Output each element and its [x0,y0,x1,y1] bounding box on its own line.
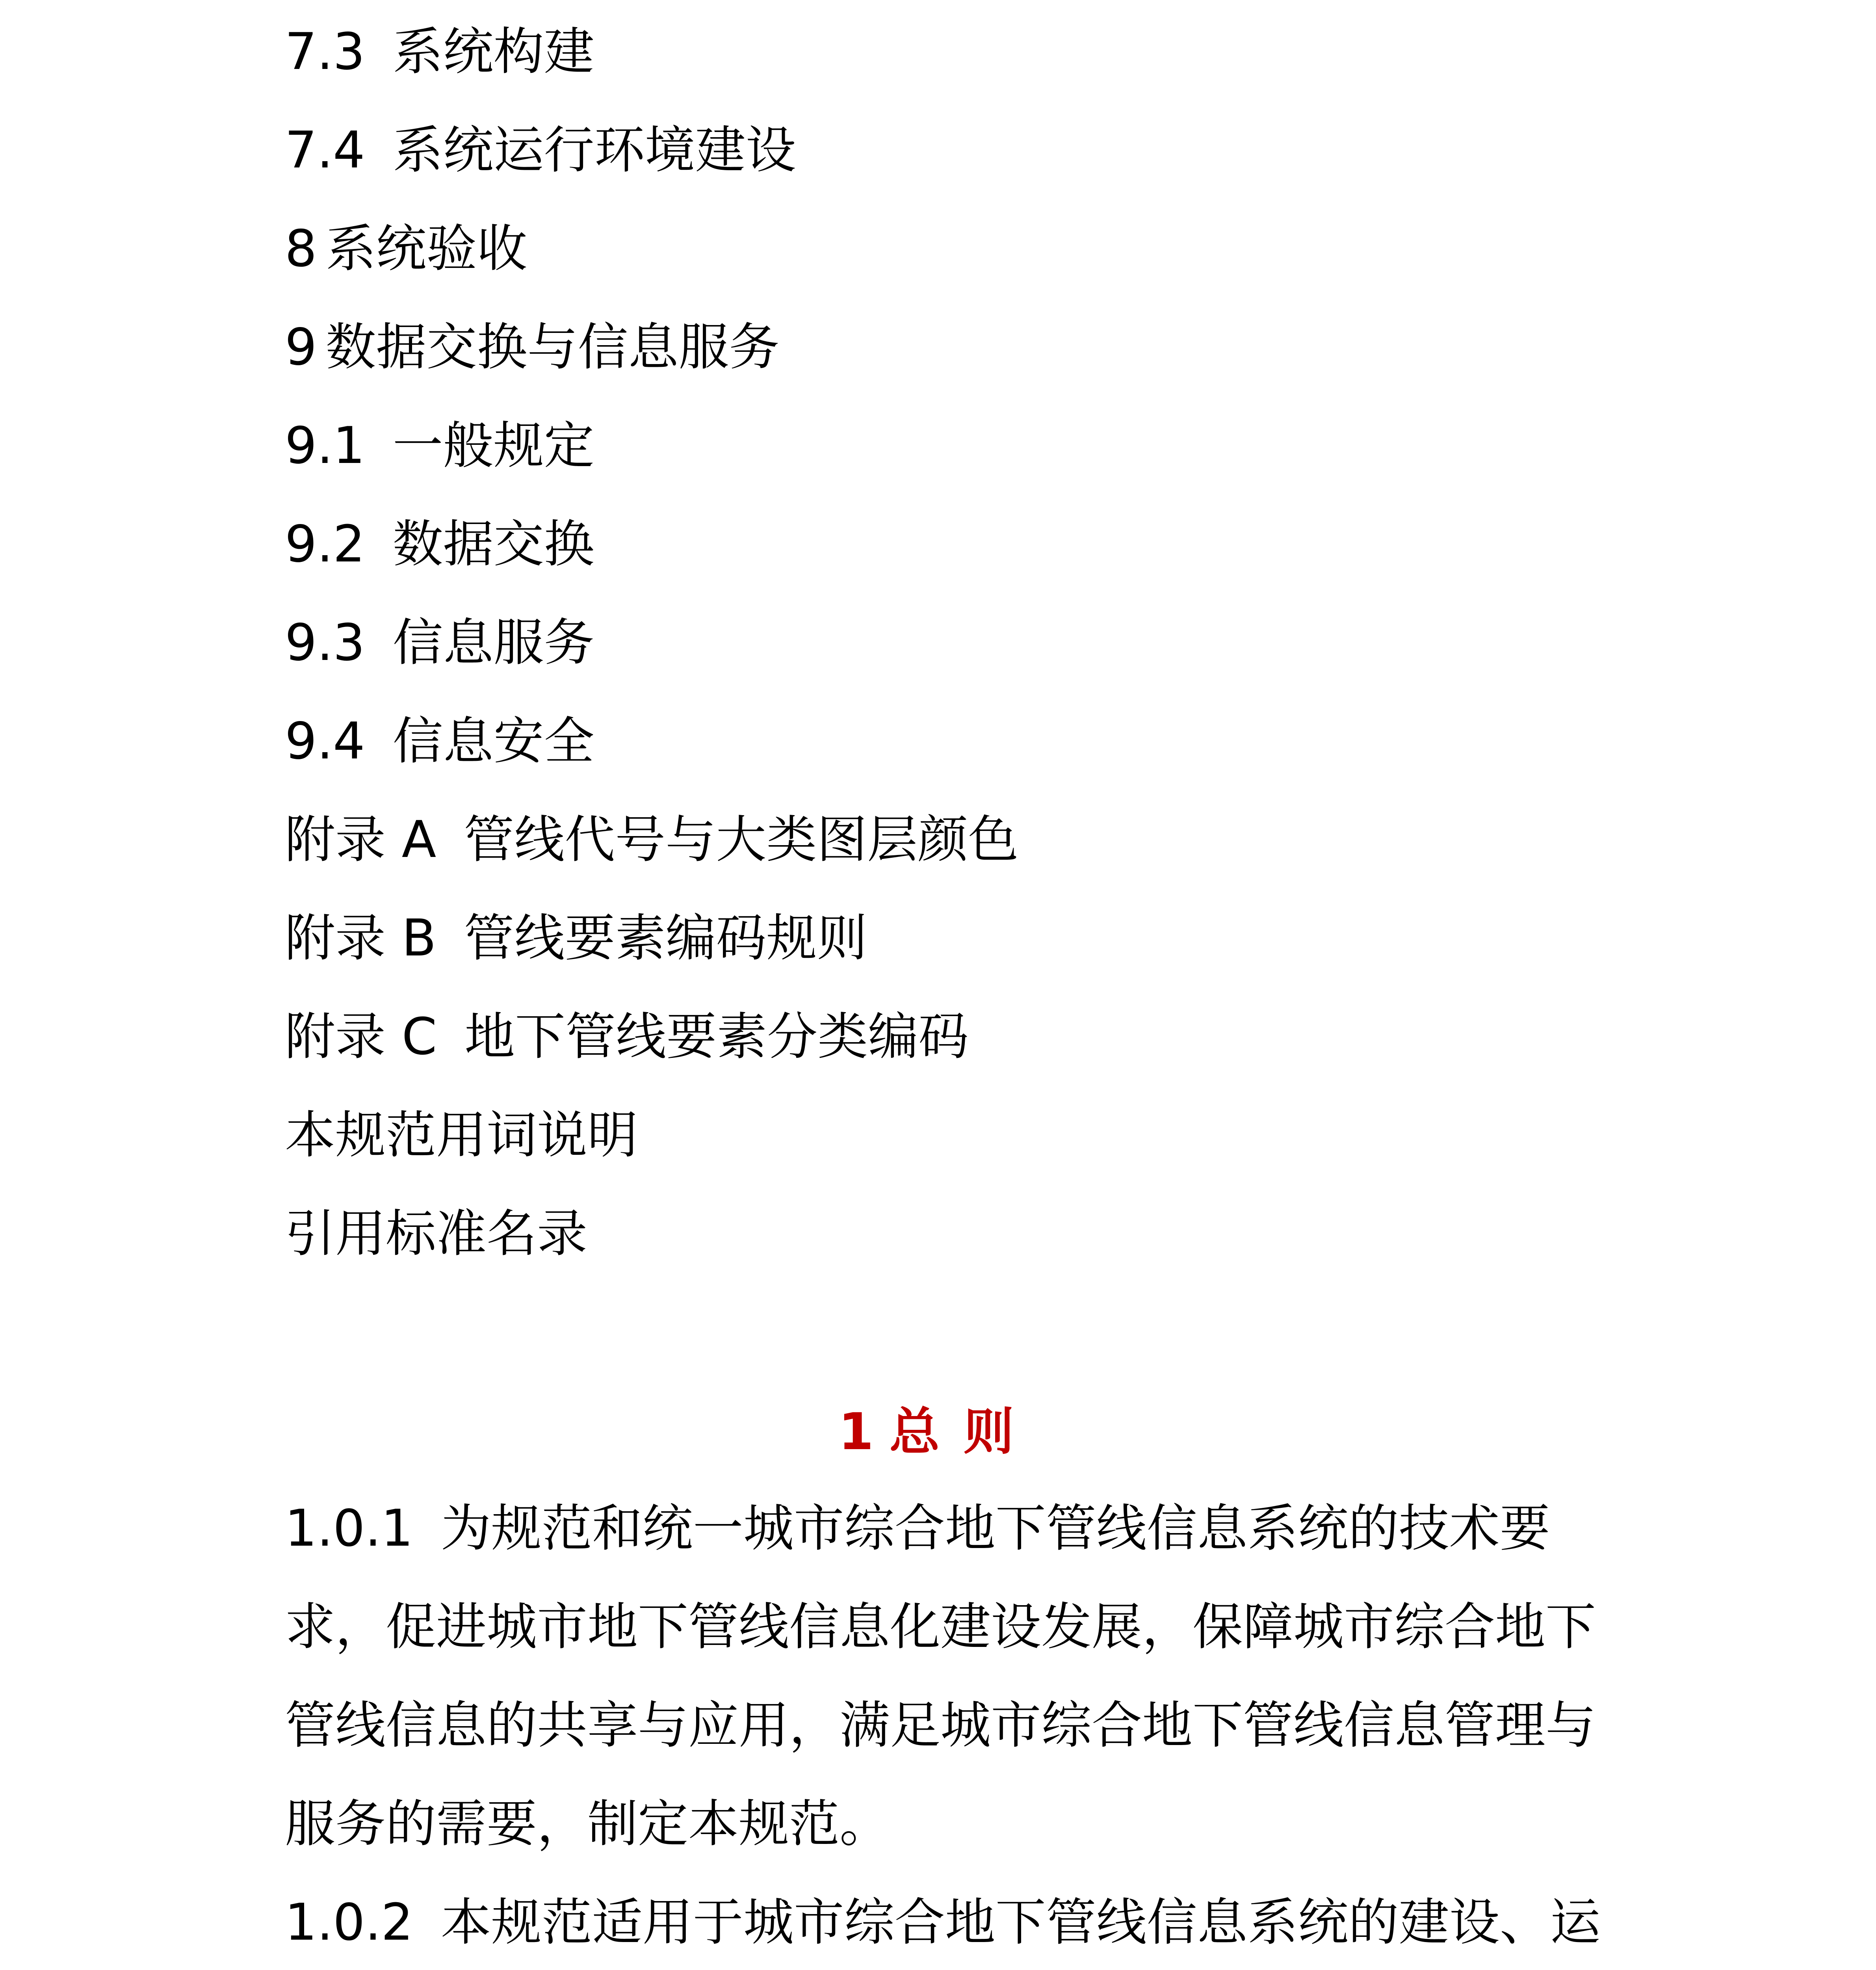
toc-entry-title: 管线代号与大类图层颜色 [464,810,1019,869]
toc-entry[interactable] [285,20,594,84]
toc-entry-number: 9.2 [285,515,365,574]
toc-entry-title: 信息安全 [392,712,594,771]
toc-entry-title: 管线要素编码规则 [464,909,867,968]
toc-entry[interactable] [285,119,796,182]
toc-entry-title: 系统验收 [325,219,528,278]
toc-entry-number: 7.4 [285,121,365,180]
toc-entry[interactable] [285,513,594,576]
clause-text: 本规范适用于城市综合地下管线信息系统的建设、运 [440,1893,1601,1952]
clause-line [285,1891,1601,1954]
toc-entry[interactable] [285,1104,638,1167]
chapter-title: 总则 [889,1403,1038,1461]
clause-line [285,1694,1596,1757]
toc-entry-number: 9.4 [285,712,365,771]
toc-entry-number: 附录 B [285,909,436,968]
clause-line [285,1793,890,1856]
chapter-heading [0,1399,1876,1466]
toc-entry-title: 数据交换 [392,515,594,574]
toc-entry-title: 系统构建 [392,22,594,81]
toc-entry-title: 引用标准名录 [285,1204,588,1263]
clause-number: 1.0.2 [285,1893,413,1952]
chapter-number: 1 [838,1403,874,1461]
toc-entry[interactable] [285,1005,969,1069]
toc-entry-title: 系统运行环境建设 [392,121,796,180]
toc-entry[interactable] [285,710,594,773]
clause-text: 求，促进城市地下管线信息化建设发展，保障城市综合地下 [285,1598,1596,1656]
toc-entry[interactable] [285,316,779,379]
clause-number: 1.0.1 [285,1499,413,1558]
toc-entry-title: 一般规定 [392,416,594,475]
toc-entry-number: 8 [285,219,317,278]
toc-entry-number: 附录 A [285,810,436,869]
toc-entry-title: 本规范用词说明 [285,1106,638,1165]
toc-entry[interactable] [285,907,867,970]
toc-entry-number: 9 [285,318,317,377]
toc-entry-number: 9.1 [285,416,365,475]
toc-entry-number: 7.3 [285,22,365,81]
toc-entry[interactable] [285,611,594,675]
toc-entry[interactable] [285,808,1018,872]
clause-text: 服务的需要，制定本规范。 [285,1795,890,1853]
toc-entry-number: 附录 C [285,1007,437,1066]
toc-entry[interactable] [285,1202,587,1266]
clause-line [285,1596,1596,1659]
clause-line [285,1497,1550,1560]
clause-text: 管线信息的共享与应用，满足城市综合地下管线信息管理与 [285,1696,1596,1755]
toc-entry[interactable] [285,414,594,478]
toc-entry-title: 数据交换与信息服务 [325,318,780,377]
clause-text: 为规范和统一城市综合地下管线信息系统的技术要 [440,1499,1550,1558]
toc-entry-title: 地下管线要素分类编码 [464,1007,969,1066]
toc-entry-title: 信息服务 [392,613,594,672]
toc-entry[interactable] [285,217,527,281]
toc-entry-number: 9.3 [285,613,365,672]
